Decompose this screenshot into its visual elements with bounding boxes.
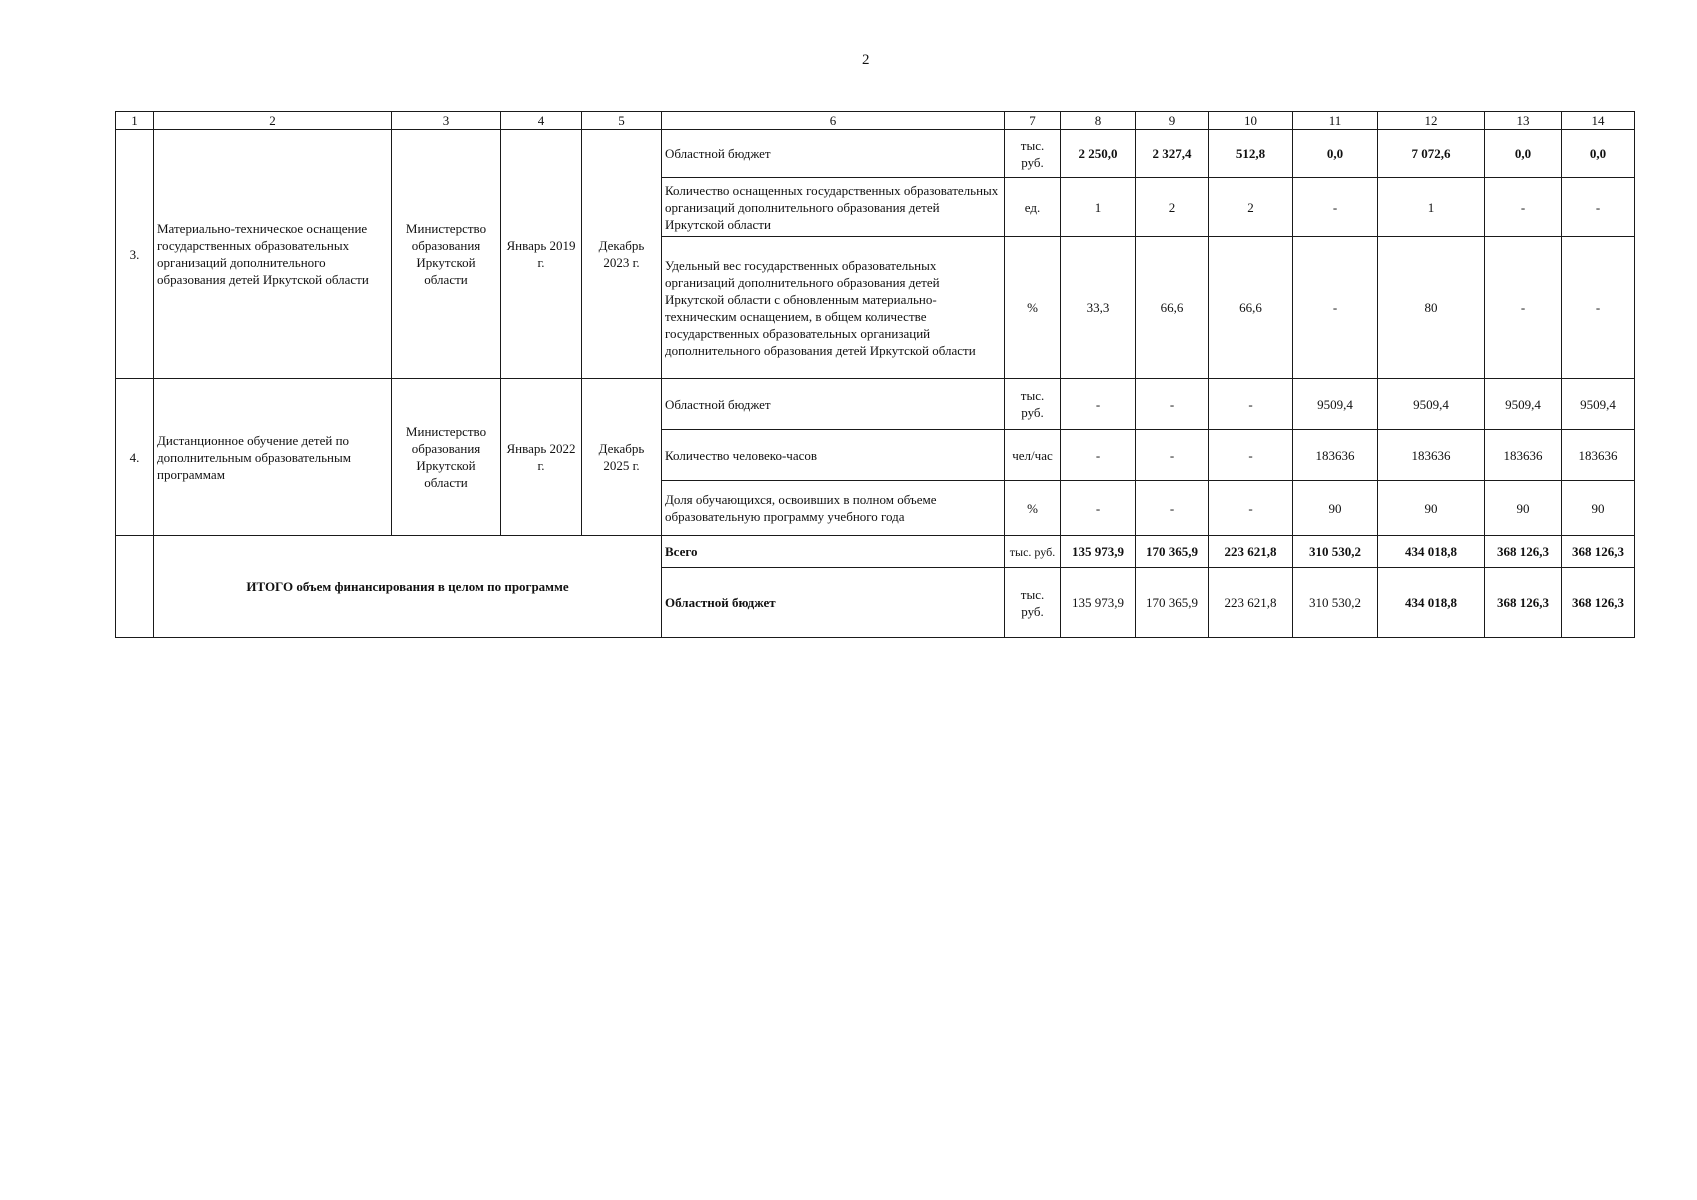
- indicator-name: Областной бюджет: [662, 130, 1005, 178]
- value-cell: 368 126,3: [1562, 568, 1635, 638]
- value-cell: -: [1293, 237, 1378, 379]
- indicator-unit: тыс. руб.: [1005, 568, 1061, 638]
- value-cell: -: [1293, 178, 1378, 237]
- indicator-unit: тыс. руб.: [1005, 130, 1061, 178]
- indicator-name: Доля обучающихся, освоивших в полном объеме образовательную программу учебного года: [662, 481, 1005, 536]
- section-start: Январь 2022 г.: [501, 379, 582, 536]
- value-cell: 9509,4: [1378, 379, 1485, 430]
- value-cell: 0,0: [1562, 130, 1635, 178]
- value-cell: -: [1061, 430, 1136, 481]
- col-number: 9: [1136, 112, 1209, 130]
- value-cell: 2: [1209, 178, 1293, 237]
- value-cell: -: [1061, 481, 1136, 536]
- value-cell: 0,0: [1485, 130, 1562, 178]
- table-row: [116, 130, 1635, 178]
- col-number: 8: [1061, 112, 1136, 130]
- col-number: 3: [392, 112, 501, 130]
- section-start: Январь 2019 г.: [501, 130, 582, 379]
- indicator-name: Областной бюджет: [662, 379, 1005, 430]
- indicator-name: Всего: [662, 536, 1005, 568]
- value-cell: 368 126,3: [1485, 536, 1562, 568]
- value-cell: -: [1061, 379, 1136, 430]
- col-number: 4: [501, 112, 582, 130]
- value-cell: 183636: [1562, 430, 1635, 481]
- value-cell: 183636: [1485, 430, 1562, 481]
- col-number: 14: [1562, 112, 1635, 130]
- section-title: Дистанционное обучение детей по дополнительным образовательным программам: [154, 379, 392, 536]
- indicator-unit: чел/час: [1005, 430, 1061, 481]
- section-end: Декабрь 2025 г.: [582, 379, 662, 536]
- value-cell: 80: [1378, 237, 1485, 379]
- value-cell: 183636: [1293, 430, 1378, 481]
- value-cell: 90: [1485, 481, 1562, 536]
- section-executor: Министерство образования Иркутской области: [392, 379, 501, 536]
- table-row: [116, 379, 1635, 430]
- col-number: 1: [116, 112, 154, 130]
- indicator-name: Удельный вес государственных образовательных организаций дополнительного образования детей Иркутской области с обновленным материально-техническим оснащением, в общем количестве государственных образовательных организаций дополнительного образования детей Иркутской области: [662, 237, 1005, 379]
- col-number: 13: [1485, 112, 1562, 130]
- value-cell: 9509,4: [1485, 379, 1562, 430]
- value-cell: 223 621,8: [1209, 536, 1293, 568]
- indicator-name: Областной бюджет: [662, 568, 1005, 638]
- col-number: 12: [1378, 112, 1485, 130]
- value-cell: 135 973,9: [1061, 536, 1136, 568]
- section-number: 4.: [116, 379, 154, 536]
- col-number: 6: [662, 112, 1005, 130]
- value-cell: 33,3: [1061, 237, 1136, 379]
- value-cell: -: [1562, 178, 1635, 237]
- value-cell: 368 126,3: [1485, 568, 1562, 638]
- col-number: 7: [1005, 112, 1061, 130]
- value-cell: 9509,4: [1293, 379, 1378, 430]
- section-end: Декабрь 2023 г.: [582, 130, 662, 379]
- value-cell: 170 365,9: [1136, 568, 1209, 638]
- value-cell: 135 973,9: [1061, 568, 1136, 638]
- value-cell: -: [1209, 481, 1293, 536]
- value-cell: -: [1136, 379, 1209, 430]
- indicator-unit: ед.: [1005, 178, 1061, 237]
- section-title: Материально-техническое оснащение государственных образовательных организаций дополнительного образования детей Иркутской области: [154, 130, 392, 379]
- value-cell: 2: [1136, 178, 1209, 237]
- value-cell: -: [1485, 178, 1562, 237]
- indicator-name: Количество человеко-часов: [662, 430, 1005, 481]
- value-cell: 2 327,4: [1136, 130, 1209, 178]
- section-executor: Министерство образования Иркутской области: [392, 130, 501, 379]
- value-cell: 66,6: [1136, 237, 1209, 379]
- value-cell: 310 530,2: [1293, 568, 1378, 638]
- page-number: 2: [862, 52, 870, 68]
- value-cell: -: [1209, 430, 1293, 481]
- value-cell: 9509,4: [1562, 379, 1635, 430]
- value-cell: 90: [1562, 481, 1635, 536]
- value-cell: 310 530,2: [1293, 536, 1378, 568]
- col-number: 11: [1293, 112, 1378, 130]
- value-cell: 434 018,8: [1378, 536, 1485, 568]
- value-cell: -: [1209, 379, 1293, 430]
- value-cell: 90: [1293, 481, 1378, 536]
- value-cell: 170 365,9: [1136, 536, 1209, 568]
- total-label: ИТОГО объем финансирования в целом по программе: [154, 536, 662, 638]
- column-number-row: [116, 112, 1635, 130]
- indicator-name: Количество оснащенных государственных образовательных организаций дополнительного образования детей Иркутской области: [662, 178, 1005, 237]
- value-cell: 0,0: [1293, 130, 1378, 178]
- col-number: 10: [1209, 112, 1293, 130]
- value-cell: 1: [1378, 178, 1485, 237]
- col-number: 5: [582, 112, 662, 130]
- value-cell: -: [1485, 237, 1562, 379]
- value-cell: 183636: [1378, 430, 1485, 481]
- value-cell: 434 018,8: [1378, 568, 1485, 638]
- indicator-unit: %: [1005, 481, 1061, 536]
- value-cell: 2 250,0: [1061, 130, 1136, 178]
- section-number: 3.: [116, 130, 154, 379]
- value-cell: 66,6: [1209, 237, 1293, 379]
- indicator-unit: %: [1005, 237, 1061, 379]
- total-number-cell: [116, 536, 154, 638]
- indicator-unit: тыс. руб.: [1005, 536, 1061, 568]
- value-cell: 368 126,3: [1562, 536, 1635, 568]
- value-cell: 7 072,6: [1378, 130, 1485, 178]
- program-table: [115, 111, 1635, 638]
- value-cell: 512,8: [1209, 130, 1293, 178]
- total-row: [116, 536, 1635, 568]
- value-cell: 223 621,8: [1209, 568, 1293, 638]
- value-cell: -: [1562, 237, 1635, 379]
- col-number: 2: [154, 112, 392, 130]
- indicator-unit: тыс. руб.: [1005, 379, 1061, 430]
- value-cell: 1: [1061, 178, 1136, 237]
- value-cell: -: [1136, 481, 1209, 536]
- value-cell: 90: [1378, 481, 1485, 536]
- value-cell: -: [1136, 430, 1209, 481]
